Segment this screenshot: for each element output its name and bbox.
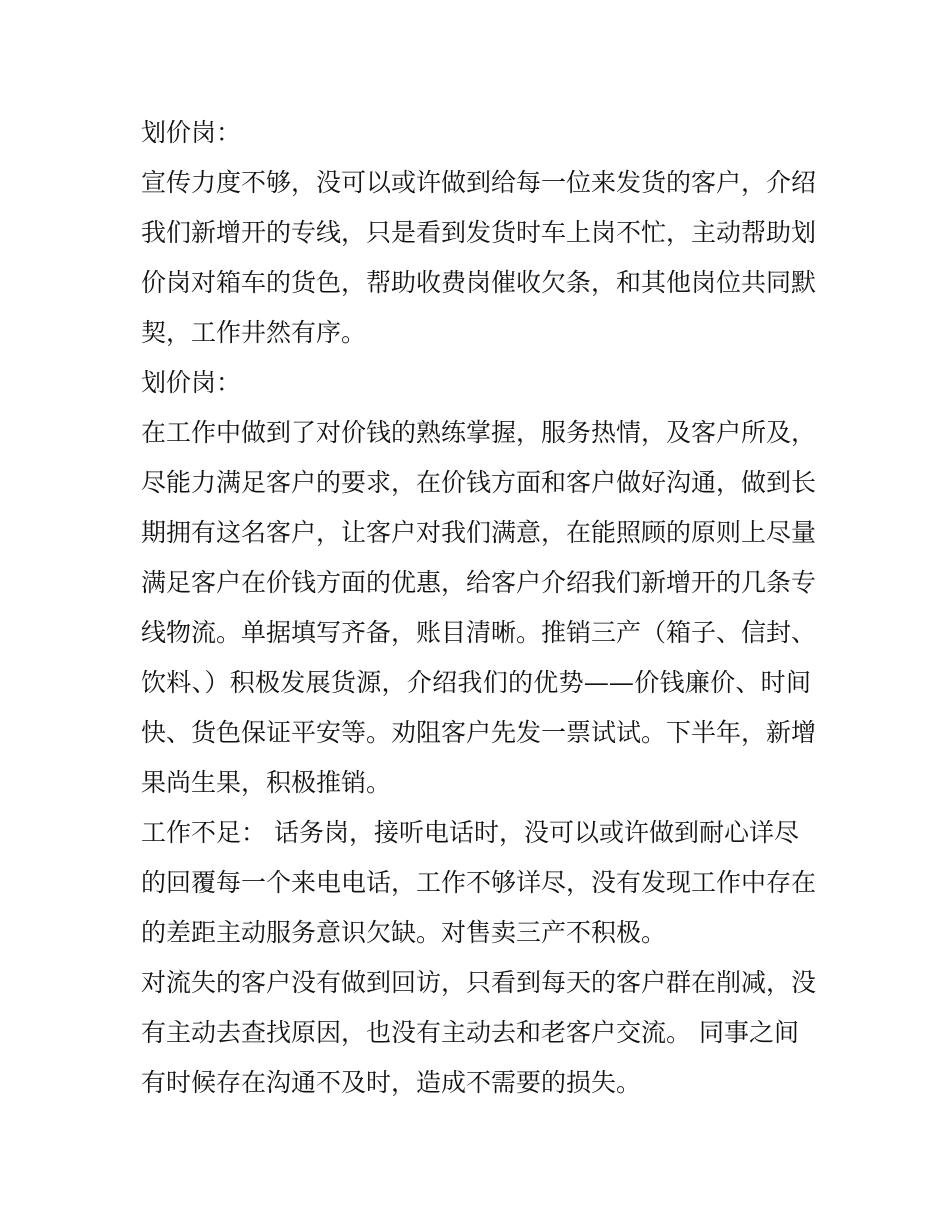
document-body (141, 108, 831, 1108)
text-line: 工作不足： 话务岗，接听电话时，没可以或许做到耐心详尽 (141, 818, 799, 847)
text-line: 快、货色保证平安等。劝阻客户先发一票试试。下半年，新增 (141, 718, 817, 747)
text-line: 有主动去查找原因，也没有主动去和老客户交流。 同事之间 (141, 1018, 799, 1047)
text-line: 满足客户在价钱方面的优惠，给客户介绍我们新增开的几条专 (141, 568, 817, 597)
paragraph (141, 158, 831, 358)
text-line: 有时候存在沟通不及时，造成不需要的损失。 (141, 1068, 642, 1097)
text-line: 划价岗： (141, 118, 242, 147)
text-line: 价岗对箱车的货色，帮助收费岗催收欠条，和其他岗位共同默 (141, 268, 817, 297)
text-line: 的差距主动服务意识欠缺。对售卖三产不积极。 (141, 918, 667, 947)
section-heading (141, 108, 831, 158)
text-line: 宣传力度不够，没可以或许做到给每一位来发货的客户，介绍 (141, 168, 817, 197)
text-line: 果尚生果，积极推销。 (141, 768, 392, 797)
section-heading (141, 358, 831, 408)
text-line: 的回覆每一个来电电话，工作不够详尽，没有发现工作中存在 (141, 868, 817, 897)
text-line: 线物流。单据填写齐备，账目清晰。推销三产（箱子、信封、 (141, 618, 817, 647)
text-line: 我们新增开的专线，只是看到发货时车上岗不忙，主动帮助划 (141, 218, 817, 247)
paragraph (141, 408, 831, 808)
paragraph (141, 808, 831, 958)
text-line: 尽能力满足客户的要求，在价钱方面和客户做好沟通，做到长 (141, 468, 817, 497)
text-line: 期拥有这名客户，让客户对我们满意，在能照顾的原则上尽量 (141, 518, 817, 547)
text-line: 契，工作井然有序。 (141, 318, 367, 347)
paragraph (141, 958, 831, 1108)
text-line: 饮料、）积极发展货源，介绍我们的优势——价钱廉价、时间 (141, 668, 811, 697)
text-line: 在工作中做到了对价钱的熟练掌握，服务热情，及客户所及， (141, 418, 817, 447)
text-line: 对流失的客户没有做到回访，只看到每天的客户群在削减，没 (141, 968, 817, 997)
text-line: 划价岗： (141, 368, 242, 397)
